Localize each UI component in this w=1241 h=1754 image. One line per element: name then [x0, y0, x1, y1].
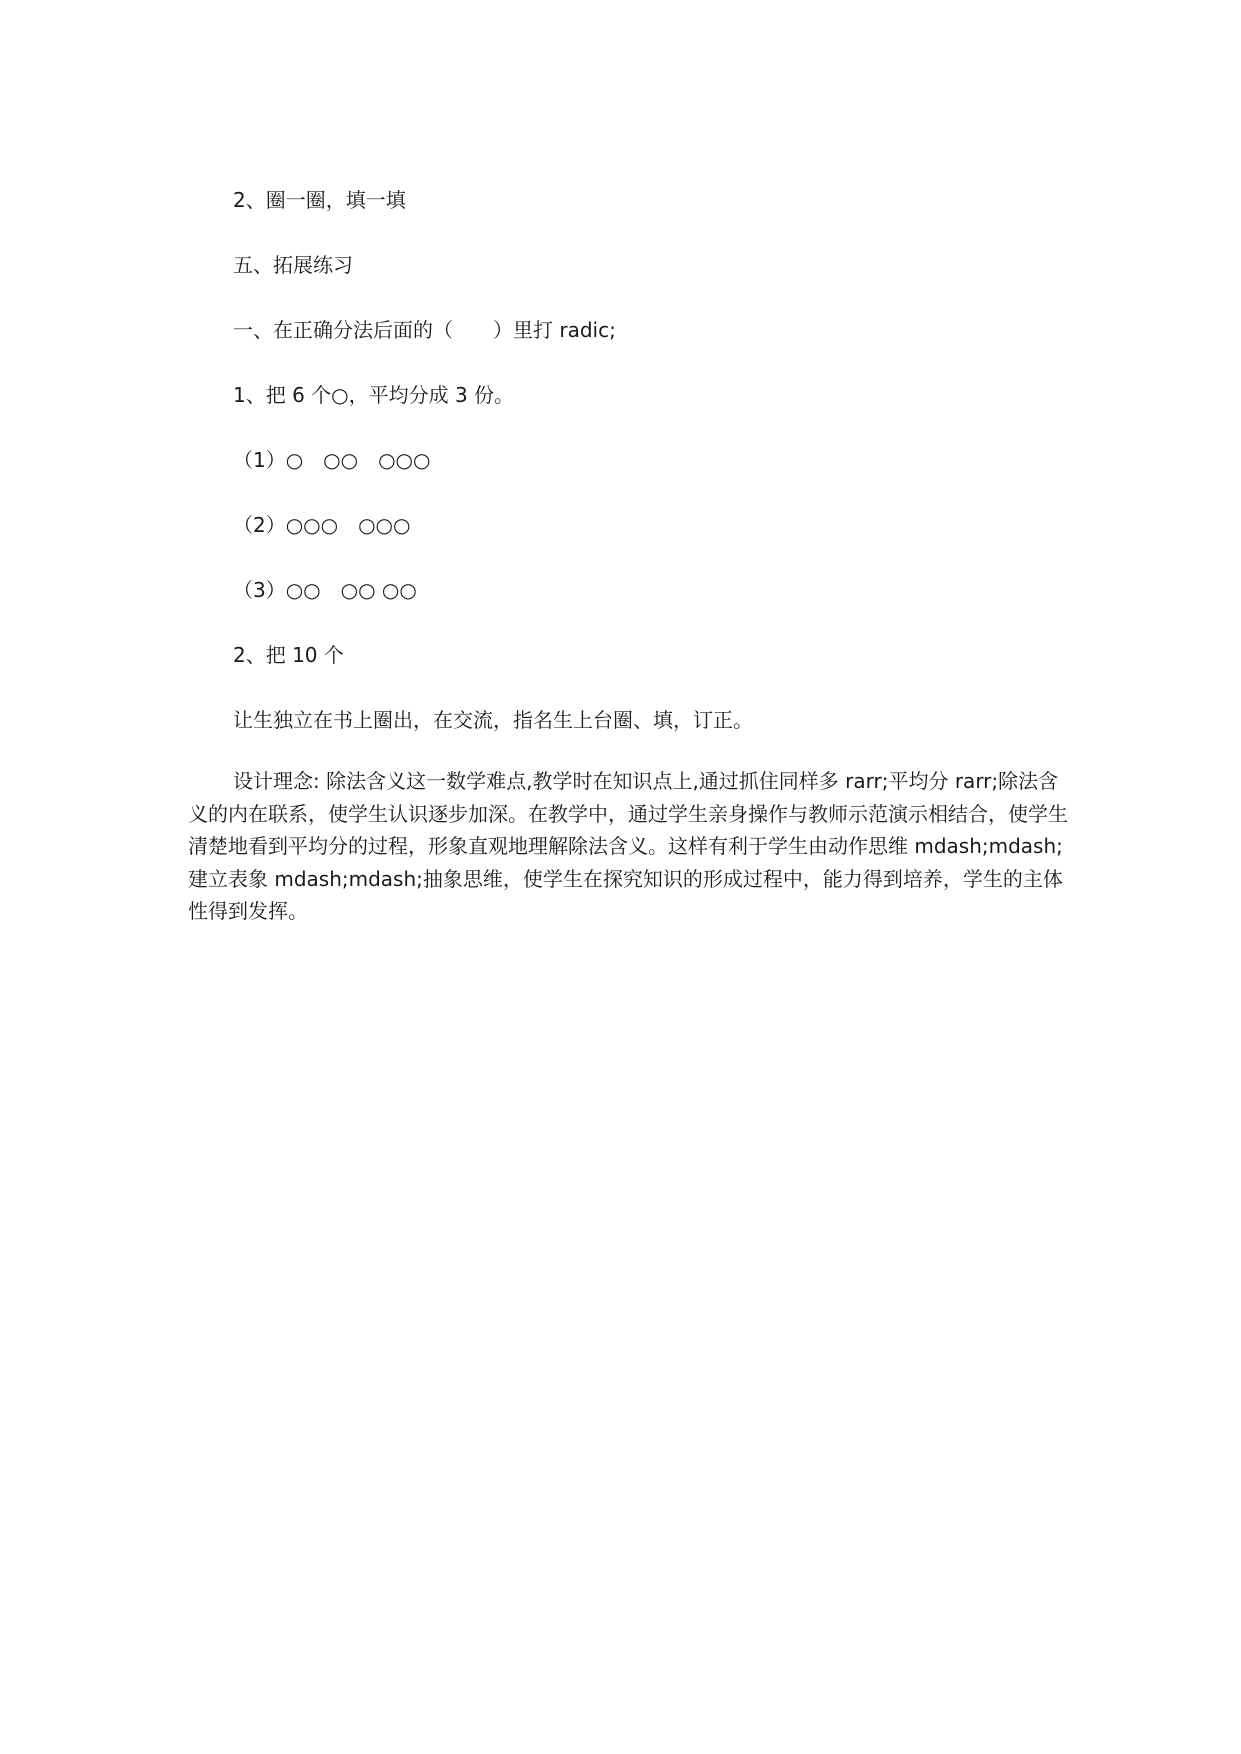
section-heading-extension: 五、拓展练习	[233, 253, 353, 277]
option-3: （3）○○ ○○ ○○	[233, 578, 417, 602]
line-circle-fill: 2、圈一圈，填一填	[233, 188, 406, 212]
question-heading-check: 一、在正确分法后面的（ ）里打 radic;	[233, 318, 616, 342]
option-1: （1）○ ○○ ○○○	[233, 448, 431, 472]
option-2: （2）○○○ ○○○	[233, 513, 411, 537]
question-item-2: 2、把 10 个	[233, 643, 344, 667]
question-item-1: 1、把 6 个○，平均分成 3 份。	[233, 383, 515, 407]
instruction-line: 让生独立在书上圈出，在交流，指名生上台圈、填，订正。	[233, 708, 753, 732]
design-concept-paragraph: 设计理念: 除法含义这一数学难点,教学时在知识点上,通过抓住同样多 rarr;平均分 rarr;除法含义的内在联系，使学生认识逐步加深。在教学中，通过学生亲身操作与教师示范演示相结合，使学生清楚地看到平均分的过程，形象直观地理解除法含义。这样有利于学生由动作思维 mdash;mdash;建立表象 mdash;mdash;抽象思维，使学生在探究知识的形成过程中，能力得到培养，学生的主体性得到发挥。	[188, 769, 1068, 923]
